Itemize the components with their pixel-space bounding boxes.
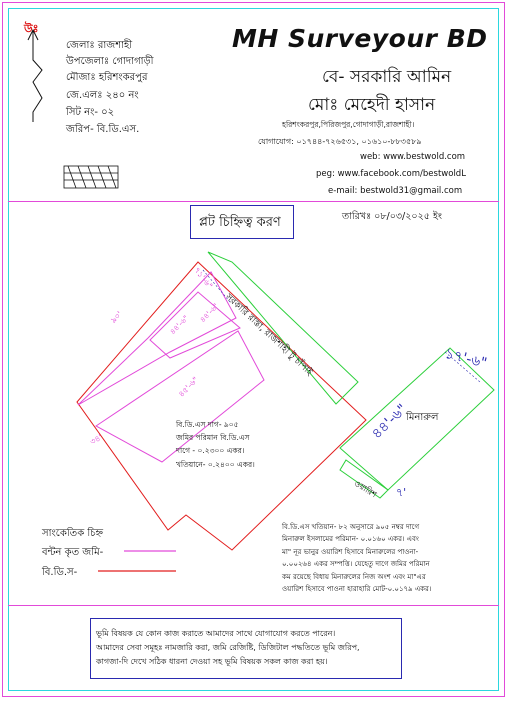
plot-info-4: খতিয়ানে- ০.২৪০০ একর। <box>176 460 255 469</box>
plot-title: প্লট চিহ্নিত্ব করণ <box>199 215 281 230</box>
survey-text: জরিপ- বি.ডি.এস. <box>66 124 140 135</box>
sheet-text: সিট নং- ০২ <box>66 107 115 118</box>
note-line: মিনারুল ইসলামের পরিমান- ০.০১৬০ একর। এবং <box>282 535 419 544</box>
road-strip <box>208 252 358 404</box>
note-line: মা" নূর ভানুর ওয়ারিশ হিসাবে মিনারুলের পাওনা- <box>282 547 419 556</box>
dim-left-bottom: ৩৪' <box>88 432 104 447</box>
dim-inner-b: ৪৪'-৬" <box>198 301 221 325</box>
plot-info-2: জমির পরিমান বি.ডি.এস <box>176 433 250 442</box>
note-line: কম রয়েছে বিধায় মিনারুলের নিজ অংশ এবং মা"এর <box>282 572 426 581</box>
dim-green-top: ১৭'-৬" <box>443 345 489 372</box>
website-link[interactable]: web: www.bestwold.com <box>360 152 466 162</box>
service-line: কাগজা-দি দেখে সঠিক ধারনা দেওয়া সহ ভূমি বিষয়ক সকল কাজ করা হয়। <box>96 657 328 666</box>
surveyor-name: মোঃ মেহেদী হাসান <box>308 95 436 115</box>
legend-allocated: বন্টন কৃত জমি- <box>42 547 104 558</box>
north-label: উঃ <box>24 22 39 35</box>
jl-text: জে.এলঃ ২৪০ নং <box>66 90 139 101</box>
dim-left: ৯০' <box>108 309 124 325</box>
designation-text: বে- সরকারি আমিন <box>322 67 452 87</box>
mouza-text: মৌজাঃ হরিশংকরপুর <box>66 72 148 83</box>
dim-inner-a: ৪৪'-৬" <box>168 313 191 337</box>
service-line: আমাদের সেবা সমূহঃ নামজারি করা, জমি রেজিষ্টি, ডিজিটাল পদ্ধতিতে ভূমি জরিপ, <box>96 643 360 652</box>
notes-block <box>282 521 431 595</box>
legend-bds: বি.ডি.স- <box>42 567 78 578</box>
address-text: হরিশংকরপুর,পিরিজপুর,গোদাগাড়ী,রাজশাহী। <box>282 120 415 129</box>
footer-divider <box>8 605 499 606</box>
dim-top-left: ৭১'-৬" <box>192 265 215 291</box>
plot-info-1: বি.ডি.এস দাগ- ৯০৫ <box>176 420 239 429</box>
service-line: ভূমি বিষয়ক যে কোন কাজ করাতে আমাদের সাথে যোগাযোগ করতে পারেন। <box>96 629 336 638</box>
heir-label: ওয়ারিশ <box>352 478 379 500</box>
bds-boundary <box>77 262 366 550</box>
note-line: ০.০০২৬৪ একর সম্পত্তি। যেহেতু দাগে জমির পরিমান <box>282 560 430 569</box>
legend-title: সাংকেতিক চিহ্ন <box>42 528 104 539</box>
road-label: সরকারি রাস্তা, রাজশাহী টু চাঁপাই <box>223 292 314 378</box>
date-text: তারিখঃ ০৮/০৩/২০২৫ ইং <box>342 211 442 222</box>
dim-green-side: ৪৪'-৬" <box>368 401 411 443</box>
upazila-text: উপজেলাঃ গোদাগাড়ী <box>66 56 154 67</box>
dim-mid: ৪৫'-৬" <box>176 375 201 399</box>
plot-info-3: দাগে - ০.২৩০০ একর। <box>176 446 245 455</box>
contact-text: যোগাযোগ: ০১৭৪৪-৭২৬৫৩১, ০১৬১০-৮৮৩৫৮৯ <box>258 137 422 146</box>
dim-green-small: ৭' <box>396 486 407 499</box>
note-line: ওয়ারিশ হিসাবে পাওনা হারাহারি মোট-০.০১৭৯ একর। <box>282 585 432 594</box>
owner-label: মিনারুল <box>406 412 439 423</box>
facebook-link[interactable]: peg: www.facebook.com/bestwoldL <box>316 169 466 179</box>
district-text: জেলাঃ রাজশাহী <box>66 40 133 51</box>
brand-title: MH Surveyour BD <box>232 24 488 53</box>
email-link[interactable]: e-mail: bestwold31@gmail.com <box>328 186 463 196</box>
note-line: বি.ডি.এস খতিয়ান- ৮২ অনুসারে ৯০৫ নম্বর দাগে <box>282 523 420 531</box>
